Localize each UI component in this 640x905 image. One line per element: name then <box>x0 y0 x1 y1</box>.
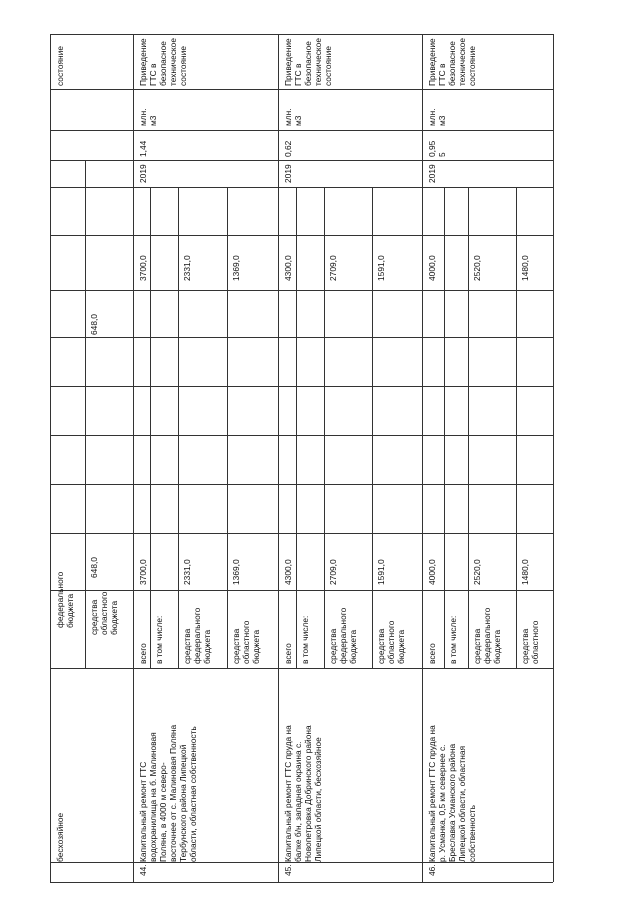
column-separator <box>50 386 553 387</box>
table-border-left <box>50 34 51 882</box>
funding-column-value: 4300,0 <box>283 255 293 281</box>
sub-row-separator <box>372 187 373 668</box>
year-value: 2019 <box>138 164 148 183</box>
funding-source-label: средства областного <box>520 620 540 664</box>
funding-total-value: 1591,0 <box>376 559 386 585</box>
capacity-value: 0,62 <box>283 140 293 157</box>
funding-source-label: в том числе: <box>300 615 310 664</box>
column-separator <box>50 290 553 291</box>
row-name: Капитальный ремонт ГТС водохранилища на б. Малиновая Поляна, в 4000 м северо- восточнее от с. Малиновая Поляна Тербунского района Липецкой области, областная собственность <box>138 724 198 862</box>
sub-row-separator <box>516 187 517 668</box>
row-number: 45. <box>283 864 293 876</box>
funding-total-value: 4000,0 <box>427 559 437 585</box>
header-inner-line <box>85 160 133 161</box>
column-separator <box>50 337 553 338</box>
funding-source-label: в том числе: <box>448 615 458 664</box>
sub-row-separator <box>444 187 445 668</box>
sub-row-separator <box>150 187 151 668</box>
header-inner-line <box>85 130 133 131</box>
funding-source-label: всего <box>427 643 437 664</box>
funding-column-value: 4000,0 <box>427 255 437 281</box>
header-prev-col-text: 648,0 <box>89 314 99 335</box>
capacity-unit: млн. м3 <box>283 108 303 126</box>
table-border-right-edge <box>50 34 553 35</box>
funding-column-value: 2331,0 <box>182 255 192 281</box>
column-separator <box>50 435 553 436</box>
funding-total-value: 2520,0 <box>472 559 482 585</box>
funding-column-value: 3700,0 <box>138 255 148 281</box>
funding-source-label: всего <box>138 643 148 664</box>
funding-total-value: 4300,0 <box>283 559 293 585</box>
column-separator <box>50 484 553 485</box>
column-separator <box>50 590 553 591</box>
funding-source-label: средства областного бюджета <box>231 620 261 664</box>
year-value: 2019 <box>427 164 437 183</box>
row-name: Капитальный ремонт ГТС пруда на р. Усманка, 0,5 км севернее с. Бреславка Усманского района Липецкой области, областная собственность <box>427 725 477 862</box>
result-text: Приведение ГТС в безопасное техническое состояние <box>283 38 333 86</box>
header-inner-line <box>85 187 133 188</box>
sub-row-separator <box>227 187 228 668</box>
funding-source-label: в том числе: <box>154 615 164 664</box>
header-source-top-text: федерального бюджета <box>55 571 75 628</box>
column-separator <box>50 668 553 669</box>
sub-row-separator <box>296 187 297 668</box>
year-value: 2019 <box>283 164 293 183</box>
column-separator <box>50 235 553 236</box>
funding-total-value: 1369,0 <box>231 559 241 585</box>
funding-total-value: 1480,0 <box>520 559 530 585</box>
funding-total-value: 2331,0 <box>182 559 192 585</box>
header-name-text: бесхозяйное <box>55 812 65 862</box>
sub-row-separator <box>468 187 469 668</box>
funding-total-value: 3700,0 <box>138 559 148 585</box>
funding-source-label: средства федерального бюджета <box>182 607 212 664</box>
capacity-unit: млн. м3 <box>427 108 447 126</box>
capacity-unit: млн. м3 <box>138 108 158 126</box>
header-band-split <box>85 160 86 668</box>
funding-source-label: всего <box>283 643 293 664</box>
table-border-left-edge <box>50 882 553 883</box>
funding-column-value: 1480,0 <box>520 255 530 281</box>
funding-source-label: средства федерального бюджета <box>472 607 502 664</box>
capacity-value: 1,44 <box>138 140 148 157</box>
header-source-bottom-text: средства областного бюджета <box>89 591 119 635</box>
funding-column-value: 1369,0 <box>231 255 241 281</box>
row-separator <box>422 34 423 882</box>
row-number: 44. <box>138 864 148 876</box>
sub-row-separator <box>324 187 325 668</box>
column-separator <box>50 533 553 534</box>
funding-total-value: 2709,0 <box>328 559 338 585</box>
table-border-right <box>553 34 554 882</box>
column-separator <box>50 862 553 863</box>
result-text: Приведение ГТС в безопасное техническое состояние <box>138 38 188 86</box>
funding-column-value: 2520,0 <box>472 255 482 281</box>
row-separator <box>278 34 279 882</box>
row-number: 46. <box>427 864 437 876</box>
capacity-value: 0,95 5 <box>427 140 447 157</box>
funding-source-label: средства федерального бюджета <box>328 607 358 664</box>
row-name: Капитальный ремонт ГТС пруда на балке б/н, западная окраина с. Новопетровка Добринского района Липецкой области, бесхозяйное <box>283 725 323 862</box>
funding-column-value: 2709,0 <box>328 255 338 281</box>
result-text: Приведение ГТС в безопасное техническое состояние <box>427 38 477 86</box>
header-prev-amount-text: 648,0 <box>89 557 99 578</box>
funding-source-label: средства областного бюджета <box>376 620 406 664</box>
column-separator <box>50 89 553 90</box>
row-separator <box>133 34 134 882</box>
header-result-text: состояние <box>55 45 65 86</box>
sub-row-separator <box>178 187 179 668</box>
funding-column-value: 1591,0 <box>376 255 386 281</box>
